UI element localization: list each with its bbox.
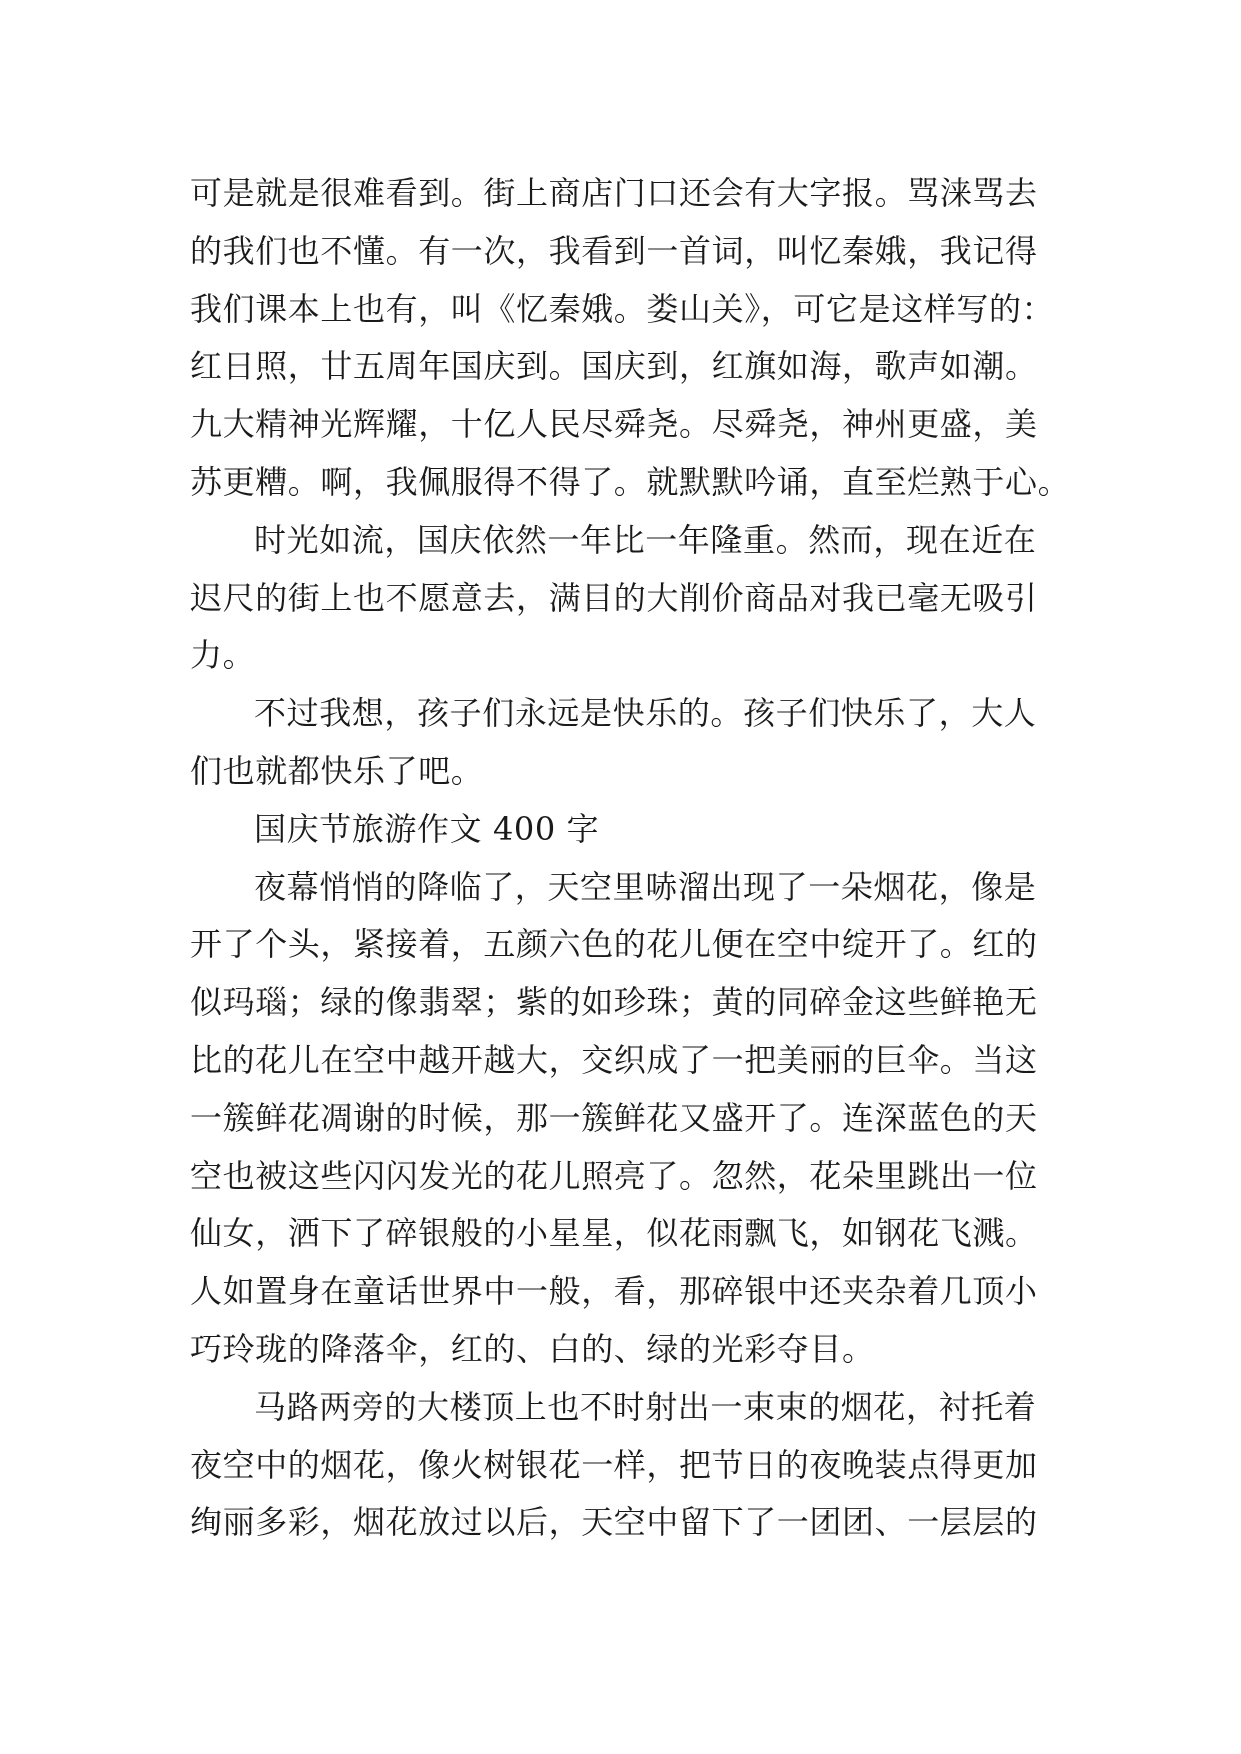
text-line: 们也就都快乐了吧。: [190, 751, 484, 790]
text-line: 巧玲珑的降落伞，红的、白的、绿的光彩夺目。: [190, 1329, 875, 1368]
text-line: 时光如流，国庆依然一年比一年隆重。然而，现在近在: [254, 520, 1037, 559]
text-line: 一簇鲜花凋谢的时候，那一簇鲜花又盛开了。连深蓝色的天: [190, 1098, 1038, 1137]
text-line: 不过我想，孩子们永远是快乐的。孩子们快乐了，大人: [254, 694, 1037, 733]
text-line: 我们课本上也有，叫《忆秦娥。娄山关》，可它是这样写的：: [190, 289, 1055, 328]
text-line: 马路两旁的大楼顶上也不时射出一束束的烟花，衬托着: [254, 1387, 1037, 1426]
body-text: [190, 165, 1071, 1552]
text-line: 力。: [190, 636, 256, 675]
text-line: 开了个头，紧接着，五颜六色的花儿便在空中绽开了。红的: [190, 925, 1038, 964]
text-line: 国庆节旅游作文 400 字: [254, 809, 600, 848]
text-line: 人如置身在童话世界中一般，看，那碎银中还夹杂着几顶小: [190, 1272, 1038, 1311]
text-line: 夜空中的烟花，像火树银花一样，把节日的夜晚装点得更加: [190, 1445, 1038, 1484]
text-line: 似玛瑙；绿的像翡翠；紫的如珍珠；黄的同碎金这些鲜艳无: [190, 983, 1038, 1022]
text-line: 仙女，洒下了碎银般的小星星，似花雨飘飞，如钢花飞溅。: [190, 1214, 1038, 1253]
text-line: 夜幕悄悄的降临了，天空里哧溜出现了一朵烟花，像是: [254, 867, 1037, 906]
text-line: 迟尺的街上也不愿意去，满目的大削价商品对我已毫无吸引: [190, 578, 1038, 617]
text-line: 空也被这些闪闪发光的花儿照亮了。忽然，花朵里跳出一位: [190, 1156, 1038, 1195]
text-line: 可是就是很难看到。街上商店门口还会有大字报。骂涞骂去: [190, 174, 1038, 212]
text-line: 苏更糟。啊，我佩服得不得了。就默默吟诵，直至烂熟于心。: [190, 462, 1071, 501]
text-line: 红日照，廿五周年国庆到。国庆到，红旗如海，歌声如潮。: [190, 347, 1038, 386]
text-line: 比的花儿在空中越开越大，交织成了一把美丽的巨伞。当这: [190, 1040, 1038, 1079]
text-line: 绚丽多彩，烟花放过以后，天空中留下了一团团、一层层的: [190, 1503, 1038, 1542]
text-line: 九大精神光辉耀，十亿人民尽舜尧。尽舜尧，神州更盛，美: [190, 405, 1038, 444]
text-line: 的我们也不懂。有一次，我看到一首词，叫忆秦娥，我记得: [190, 231, 1038, 270]
